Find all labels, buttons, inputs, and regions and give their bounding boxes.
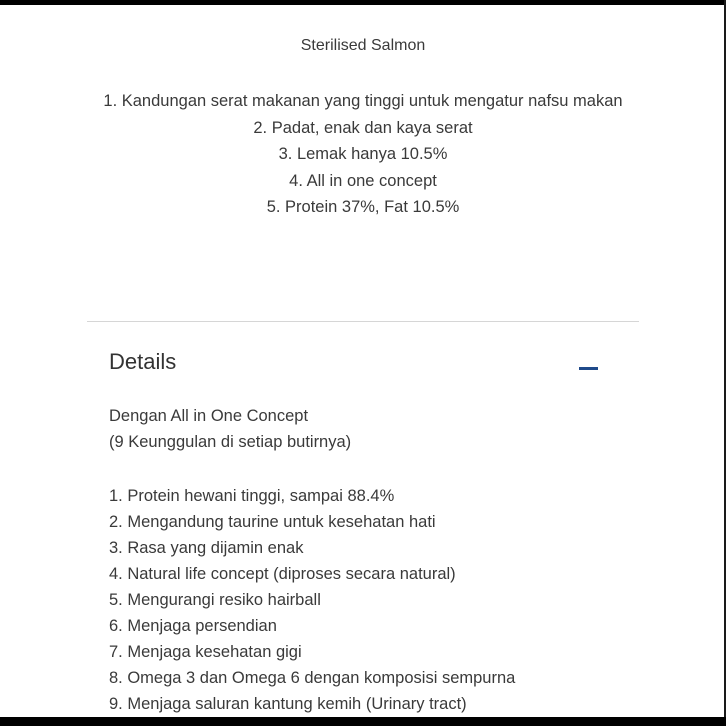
list-item: 3. Rasa yang dijamin enak	[109, 539, 304, 557]
list-item: 6. Menjaga persendian	[109, 617, 277, 635]
feature-item: 1. Kandungan serat makanan yang tinggi untuk mengatur nafsu makan	[103, 92, 623, 110]
details-list	[109, 483, 629, 717]
feature-item: 5. Protein 37%, Fat 10.5%	[266, 198, 460, 216]
list-item: 8. Omega 3 dan Omega 6 dengan komposisi sempurna	[109, 669, 516, 687]
feature-list	[103, 88, 623, 221]
feature-item: 2. Padat, enak dan kaya serat	[253, 118, 473, 137]
details-intro: Dengan All in One Concept	[109, 407, 309, 425]
product-title: Sterilised Salmon	[300, 37, 426, 54]
list-item: 2. Mengandung taurine untuk kesehatan hati	[109, 513, 436, 531]
details-content	[109, 403, 629, 717]
list-item: 1. Protein hewani tinggi, sampai 88.4%	[109, 487, 395, 505]
details-heading: Details	[109, 349, 177, 374]
list-item: 4. Natural life concept (diproses secara natural)	[109, 565, 456, 583]
section-divider	[87, 321, 639, 322]
screen-top-bar	[0, 0, 726, 5]
list-item: 9. Menjaga saluran kantung kemih (Urinary tract)	[109, 695, 467, 713]
list-item: 5. Mengurangi resiko hairball	[109, 591, 321, 609]
feature-item: 4. All in one concept	[289, 171, 437, 190]
list-item: 7. Menjaga kesehatan gigi	[109, 643, 302, 661]
minus-icon	[579, 367, 598, 370]
screen-bottom-bar	[0, 717, 726, 726]
feature-item: 3. Lemak hanya 10.5%	[278, 145, 448, 163]
collapse-toggle-button[interactable]	[577, 357, 601, 377]
details-intro-sub: (9 Keunggulan di setiap butirnya)	[109, 433, 352, 451]
product-description	[0, 36, 726, 221]
details-accordion-header[interactable]	[109, 348, 601, 378]
